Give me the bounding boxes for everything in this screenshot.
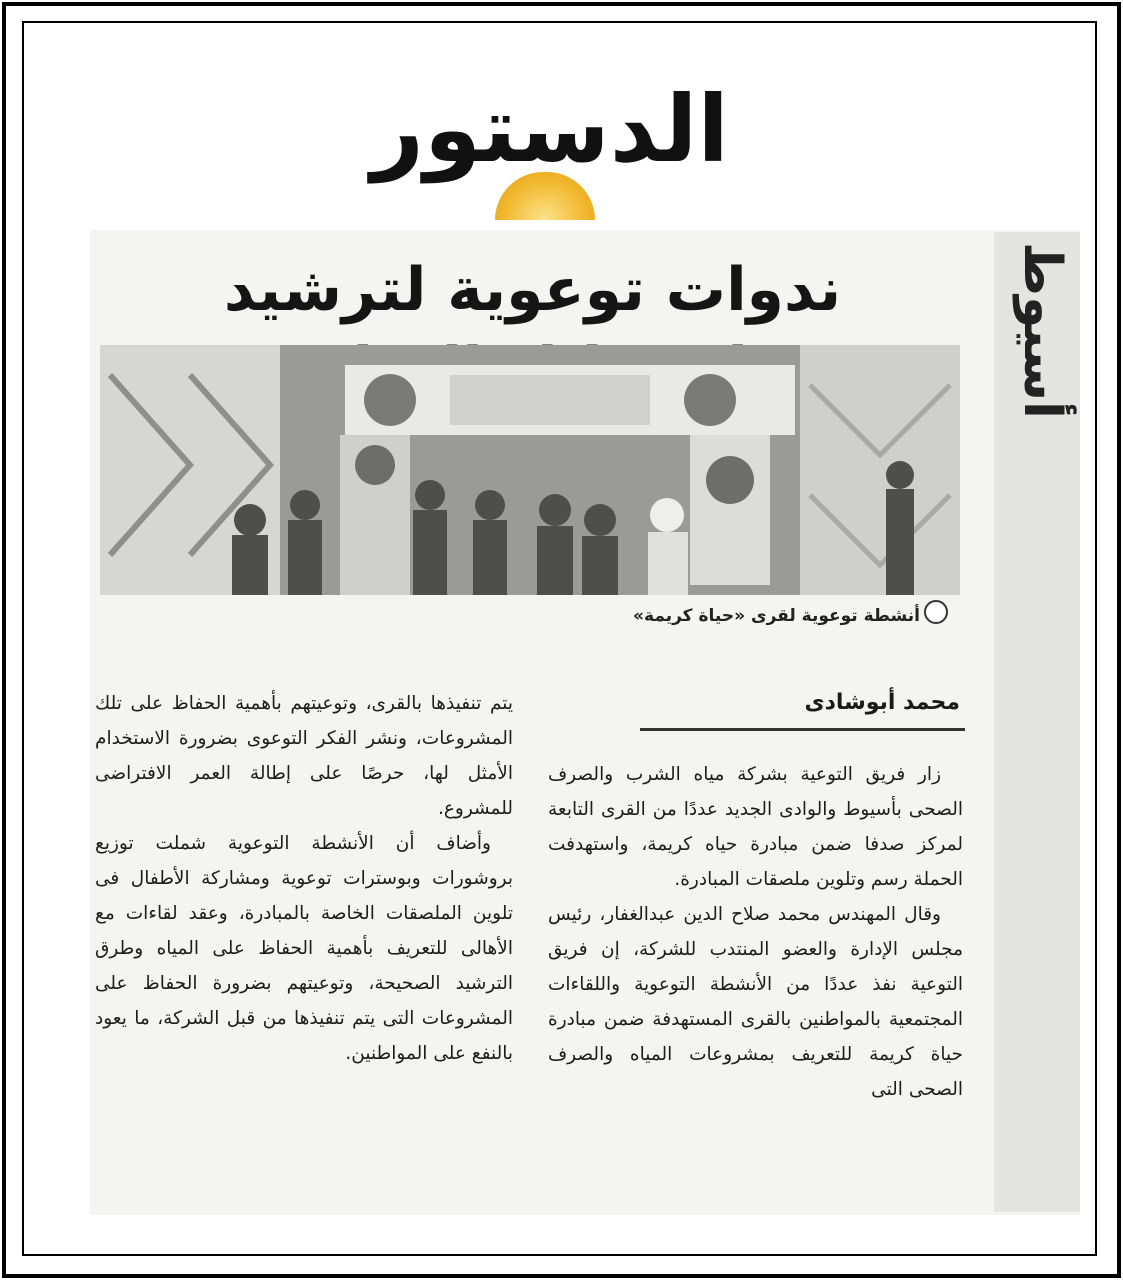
article-photo (100, 345, 960, 595)
photo-caption: أنشطة توعوية لقرى «حياة كريمة» (633, 606, 920, 626)
headline: ندوات توعوية لترشيد (223, 255, 842, 325)
byline: محمد أبوشادى (804, 690, 960, 715)
article-paragraph: يتم تنفيذها بالقرى، وتوعيتهم بأهمية الحفاظ على تلك المشروعات، ونشر الفكر التوعوى بضرورة الاستخدام الأمثل لها، حرصًا على إطالة العمر الافتراضى للمشروع. (95, 693, 513, 819)
caption-bullet-icon (924, 600, 948, 624)
photo-icon (100, 345, 960, 595)
article-column-right (548, 757, 963, 1107)
article-column-left (95, 686, 513, 1071)
byline-divider (640, 728, 965, 731)
masthead (300, 70, 800, 200)
article-paragraph: وأضاف أن الأنشطة التوعوية شملت توزيع بروشورات وبوسترات توعوية ومشاركة الأطفال فى تلوين الملصقات الخاصة بالمبادرة، وعقد لقاءات مع الأهالى للتعريف بأهمية الحفاظ على المياه وطرق الترشيد الصحيحة، وتوعيتهم بضرورة الحفاظ على المشروعات التى يتم تنفيذها من قبل الشركة، ما يعود بالنفع على المواطنين. (95, 833, 513, 1064)
newspaper-logo: الدستور (371, 76, 729, 183)
article-paragraph: وقال المهندس محمد صلاح الدين عبدالغفار، رئيس مجلس الإدارة والعضو المنتدب للشركة، إن فريق التوعية نفذ عددًا من الأنشطة التوعوية واللقاءات المجتمعية بالمواطنين بالقرى المستهدفة ضمن مبادرة حياة كريمة للتعريف بمشروعات المياه والصرف الصحى التى (548, 904, 963, 1100)
section-label: أسيوط (1012, 241, 1072, 419)
article-paragraph: زار فريق التوعية بشركة مياه الشرب والصرف الصحى بأسيوط والوادى الجديد عددًا من القرى التابعة لمركز صدفا ضمن مبادرة حياه كريمة، واستهدفت الحملة رسم وتلوين ملصقات المبادرة. (548, 764, 963, 890)
